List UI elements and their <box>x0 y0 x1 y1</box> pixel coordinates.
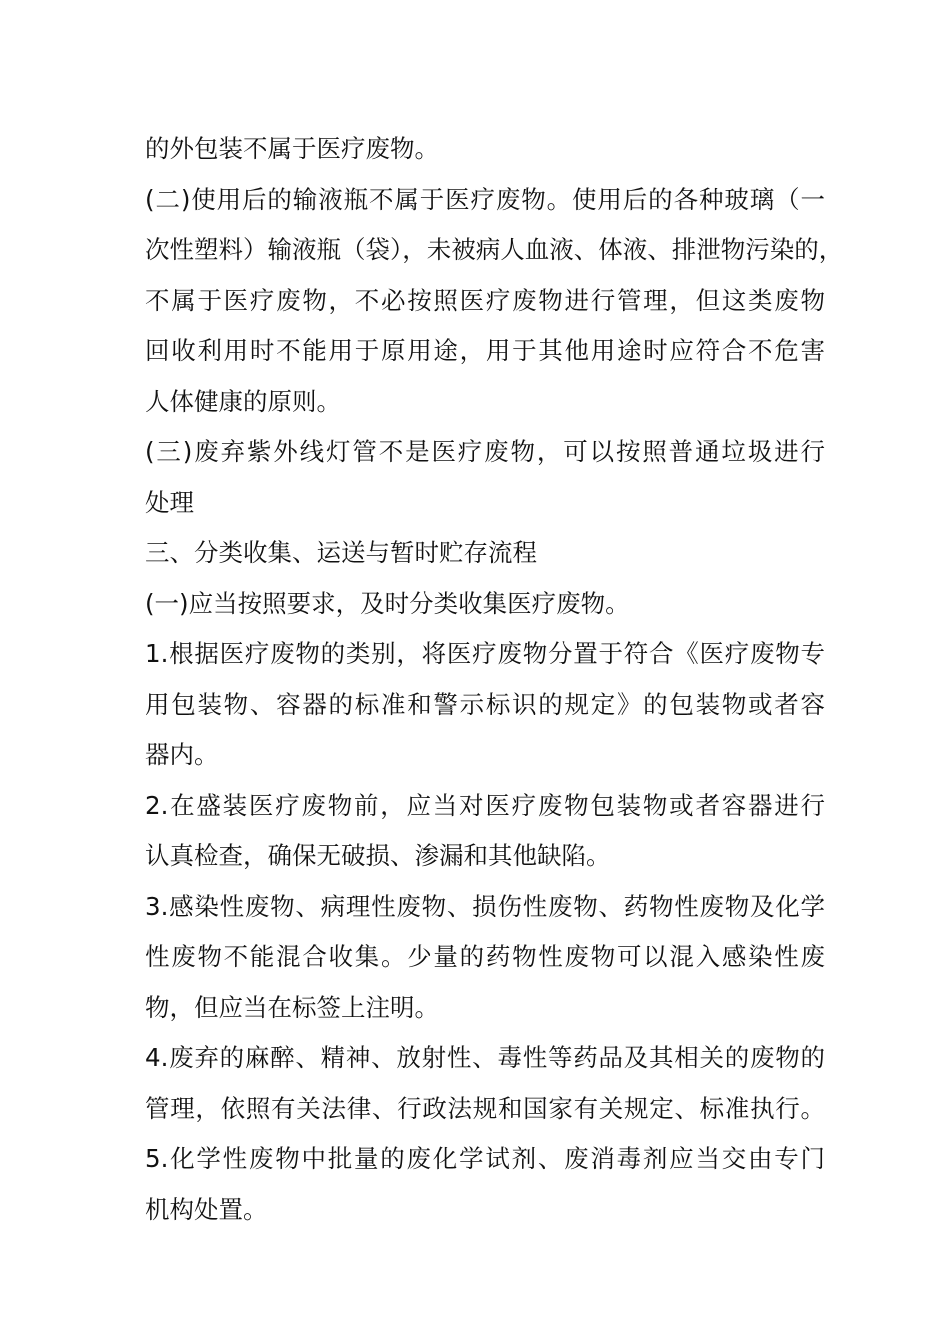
text-line: 5.化学性废物中批量的废化学试剂、废消毒剂应当交由专门 <box>145 1144 825 1173</box>
text-line: 用包装物、容器的标准和警示标识的规定》的包装物或者容 <box>145 689 825 719</box>
document-body <box>145 124 844 1235</box>
text-line: 性废物不能混合收集。少量的药物性废物可以混入感染性废 <box>145 942 825 971</box>
text-line: 不属于医疗废物，不必按照医疗废物进行管理，但这类废物 <box>145 285 825 315</box>
text-line: 认真检查，确保无破损、渗漏和其他缺陷。 <box>145 841 611 870</box>
text-line: 物，但应当在标签上注明。 <box>145 992 439 1022</box>
text-line: 器内。 <box>145 740 219 769</box>
text-line: 3.感染性废物、病理性废物、损伤性废物、药物性废物及化学 <box>145 891 825 921</box>
text-line: (三)废弃紫外线灯管不是医疗废物，可以按照普通垃圾进行 <box>145 437 825 466</box>
text-line: 管理，依照有关法律、行政法规和国家有关规定、标准执行。 <box>145 1093 825 1123</box>
text-line: 处理 <box>145 487 194 517</box>
text-line: 4.废弃的麻醉、精神、放射性、毒性等药品及其相关的废物的 <box>145 1043 825 1072</box>
text-line: 机构处置。 <box>145 1194 268 1224</box>
text-line: 的外包装不属于医疗废物。 <box>145 134 439 163</box>
text-line: 次性塑料）输液瓶（袋），未被病人血液、体液、排泄物污染的， <box>145 235 844 264</box>
text-line: 人体健康的原则。 <box>145 386 341 416</box>
text-line: 回收利用时不能用于原用途，用于其他用途时应符合不危害 <box>145 336 825 365</box>
text-line: (二)使用后的输液瓶不属于医疗废物。使用后的各种玻璃（一 <box>145 184 825 214</box>
text-line: 2.在盛装医疗废物前，应当对医疗废物包装物或者容器进行 <box>145 790 825 820</box>
text-line: 1.根据医疗废物的类别，将医疗废物分置于符合《医疗废物专 <box>145 639 825 668</box>
text-line: (一)应当按照要求，及时分类收集医疗废物。 <box>145 588 630 618</box>
section-heading: 三、分类收集、运送与暂时贮存流程 <box>145 538 537 567</box>
